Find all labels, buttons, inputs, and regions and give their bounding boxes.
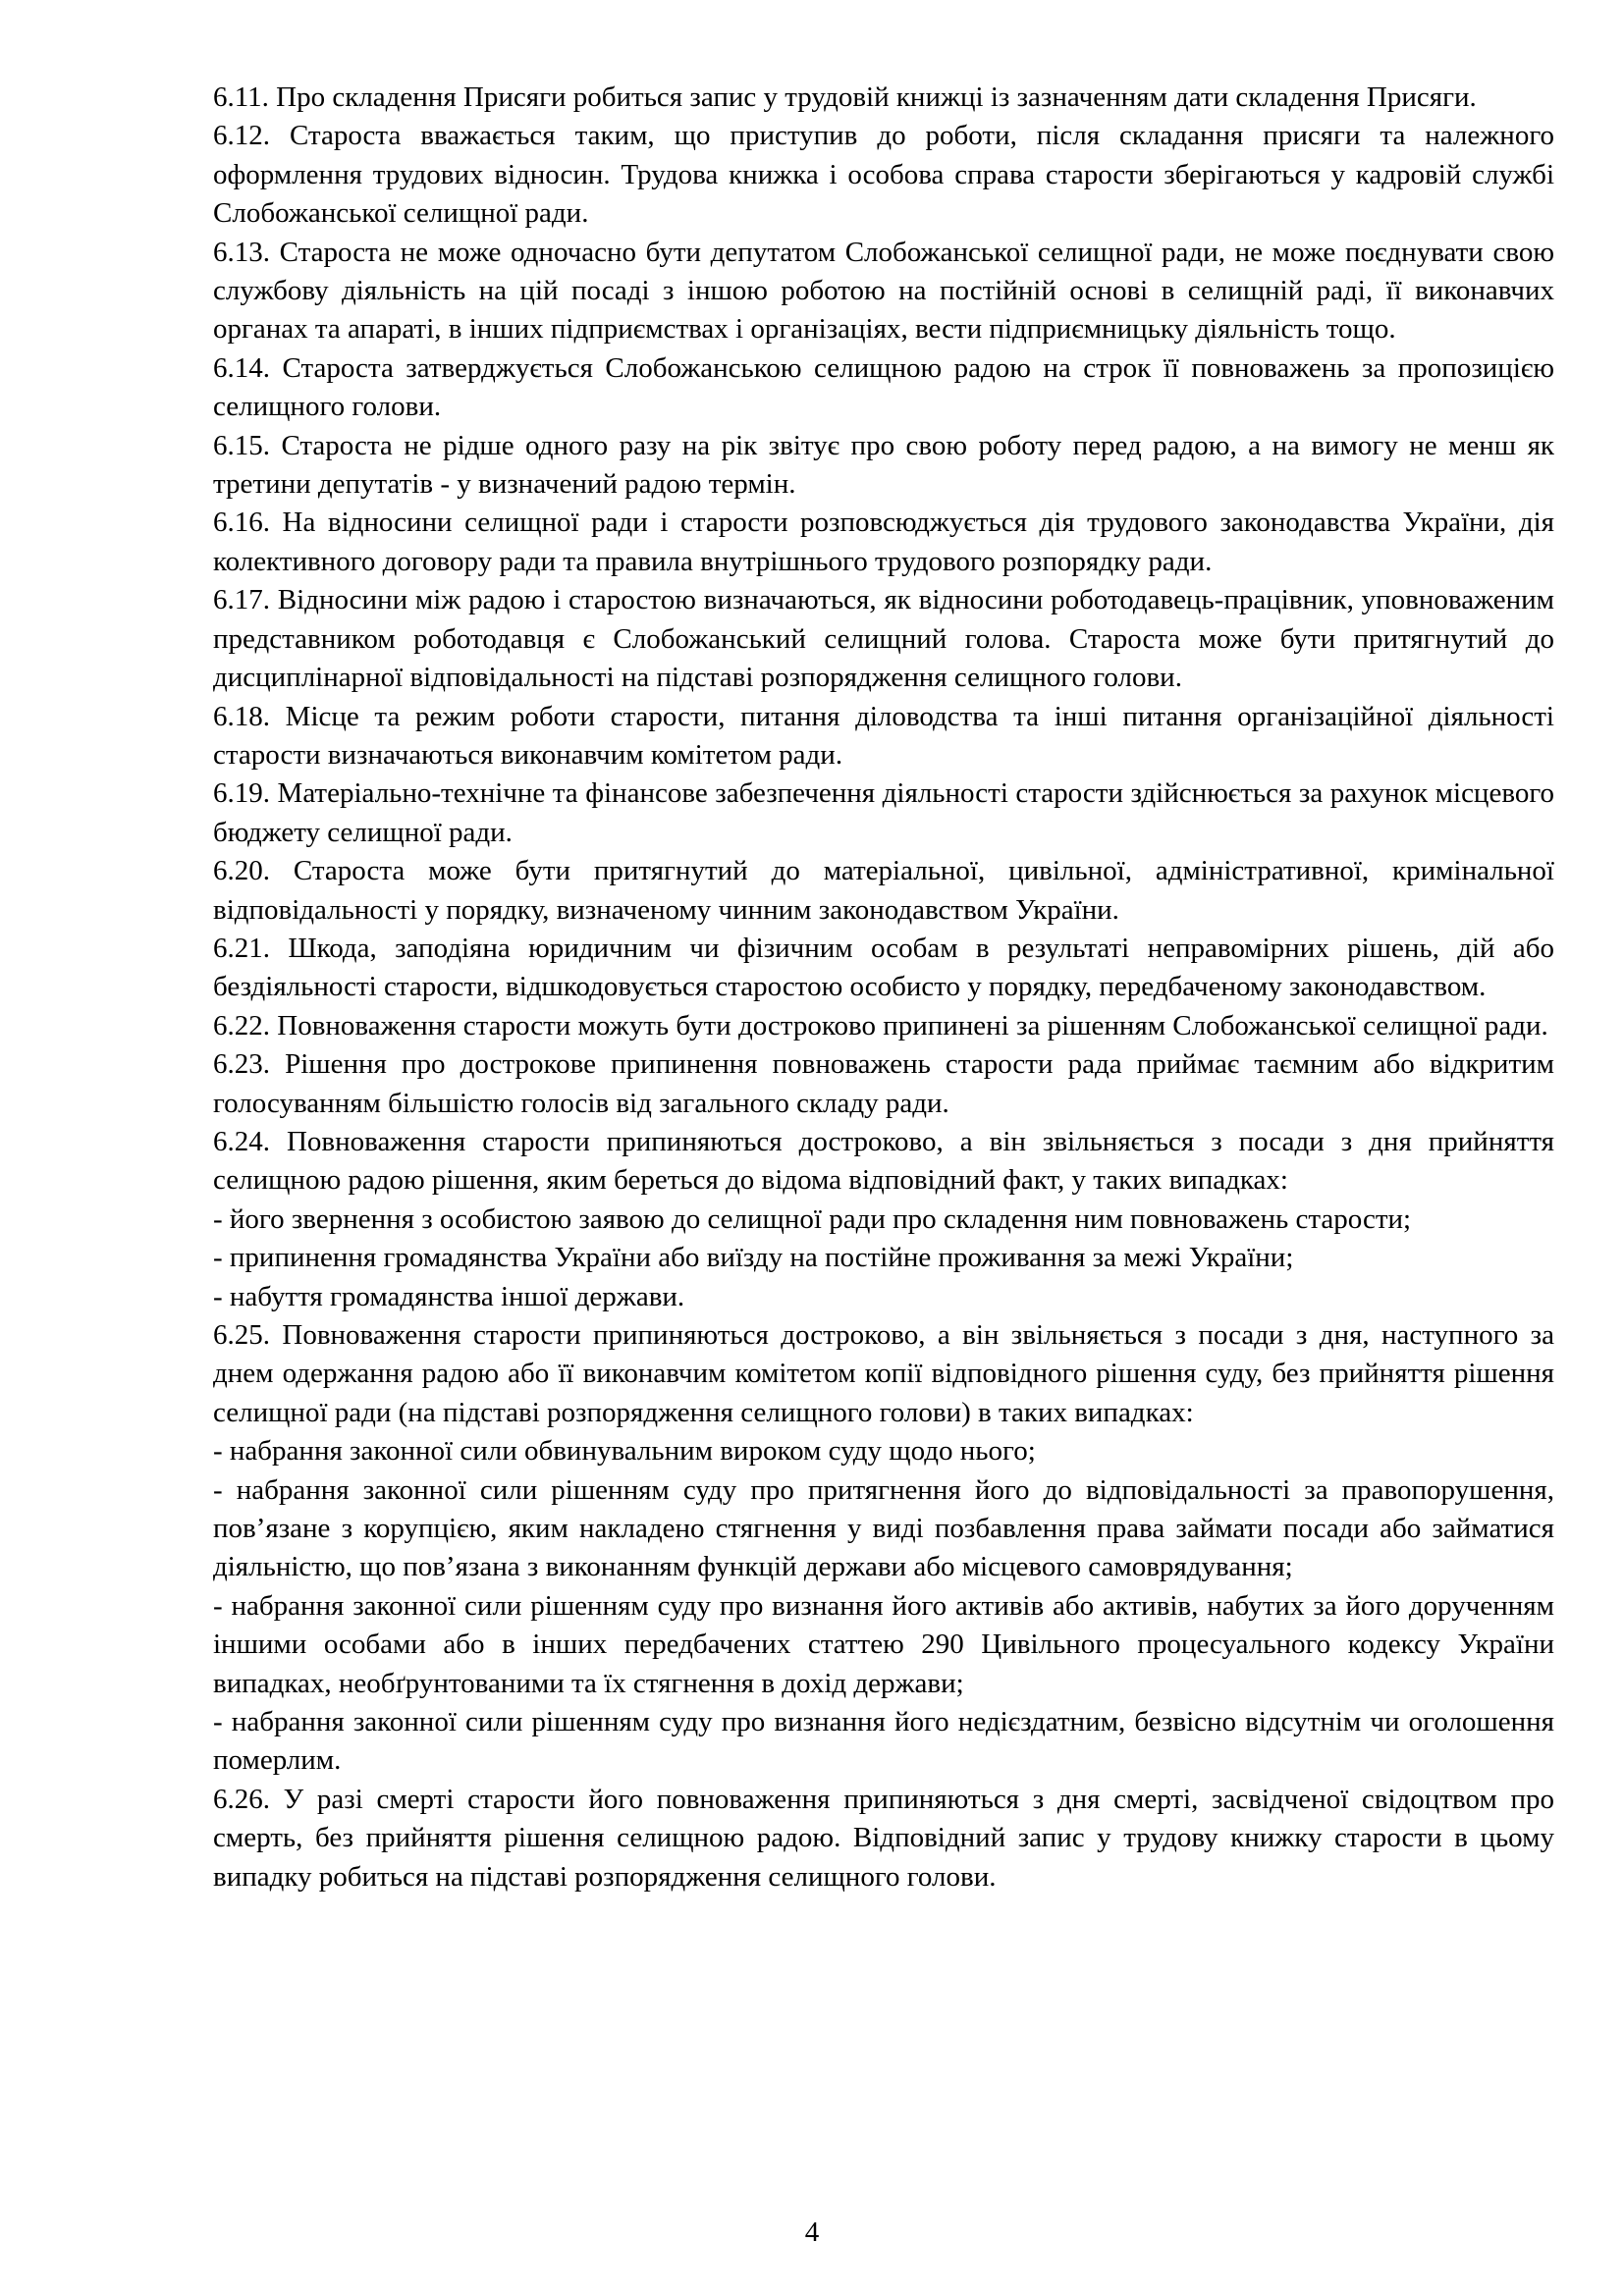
list-item-6-24-3: - набуття громадянства іншої держави. (213, 1280, 685, 1312)
paragraph-6-24: 6.24. Повноваження старости припиняються достроково, а він звільняється з посади з дня прийняття селищною радою рішення, яким береться до відома відповідний факт, у таких випадках: (213, 1125, 1554, 1197)
paragraph-6-21: 6.21. Шкода, заподіяна юридичним чи фізичним особам в результаті неправомірних рішень, дій або бездіяльності старости, відшкодовується старостою особисто у порядку, передбаченому законодавством. (213, 932, 1554, 1003)
paragraph-6-15: 6.15. Староста не рідше одного разу на рік звітує про свою роботу перед радою, а на вимогу не менш як третини депутатів - у визначений радою термін. (213, 429, 1554, 501)
list-item-6-24-2: - припинення громадянства України або виїзду на постійне проживання за межі України; (213, 1242, 1294, 1274)
paragraph-6-11: 6.11. Про складення Присяги робиться запис у трудовій книжці із зазначенням дати складення Присяги. (213, 81, 1477, 113)
paragraph-6-22: 6.22. Повноваження старости можуть бути достроково припинені за рішенням Слобожанської селищної ради. (213, 1009, 1548, 1041)
paragraph-6-14: 6.14. Староста затверджується Слобожанською селищною радою на строк її повноважень за пропозицією селищного голови. (213, 351, 1554, 423)
list-item-6-25-4: - набрання законної сили рішенням суду про визнання його недієздатним, безвісно відсутнім чи оголошення померлим. (213, 1706, 1554, 1777)
paragraph-6-12: 6.12. Староста вважається таким, що приступив до роботи, після складання присяги та належного оформлення трудових відносин. Трудова книжка і особова справа старости зберігаються у кадровій службі Слобожанської селищної ради. (213, 120, 1554, 230)
paragraph-6-23: 6.23. Рішення про дострокове припинення повноважень старости рада приймає таємним або відкритим голосуванням більшістю голосів від загального складу ради. (213, 1048, 1554, 1119)
paragraph-6-13: 6.13. Староста не може одночасно бути депутатом Слобожанської селищної ради, не може поєднувати свою службову діяльність на цій посаді з іншою роботою на постійній основі в селищній раді, її виконавчих органах та апараті, в інших підприємствах і організаціях, вести підприємницьку діяльність тощо. (213, 236, 1554, 346)
paragraph-6-16: 6.16. На відносини селищної ради і старости розповсюджується дія трудового законодавства України, дія колективного договору ради та правила внутрішнього трудового розпорядку ради. (213, 507, 1554, 577)
list-item-6-25-2: - набрання законної сили рішенням суду про притягнення його до відповідальності за правопорушення, пов’язане з корупцією, яким накладено стягнення у виді позбавлення права займати посади або займатися діяльністю, що пов’язана з виконанням функцій держави або місцевого самоврядування; (213, 1473, 1554, 1583)
document-body (213, 79, 1554, 1896)
page-number: 4 (804, 2216, 820, 2248)
paragraph-6-20: 6.20. Староста може бути притягнутий до матеріальної, цивільної, адміністративної, кримінальної відповідальності у порядку, визначеному чинним законодавством України. (213, 855, 1554, 926)
paragraph-6-19: 6.19. Матеріально-технічне та фінансове забезпечення діяльності старости здійснюється за рахунок місцевого бюджету селищної ради. (213, 777, 1554, 848)
paragraph-6-25: 6.25. Повноваження старости припиняються достроково, а він звільняється з посади з дня, наступного за днем одержання радою або її виконавчим комітетом копії відповідного рішення суду, без прийняття рішення селищної ради (на підставі розпорядження селищного голови) в таких випадках: (213, 1319, 1554, 1428)
list-item-6-25-3: - набрання законної сили рішенням суду про визнання його активів або активів, набутих за його дорученням іншими особами або в інших передбачених статтею 290 Цивільного процесуального кодексу України випадках, необґрунтованими та їх стягнення в дохід держави; (213, 1589, 1554, 1699)
list-item-6-25-1: - набрання законної сили обвинувальним вироком суду щодо нього; (213, 1435, 1036, 1468)
paragraph-6-17: 6.17. Відносини між радою і старостою визначаються, як відносини роботодавець-працівник, уповноваженим представником роботодавця є Слобожанський селищний голова. Староста може бути притягнутий до дисциплінарної відповідальності на підставі розпорядження селищного голови. (213, 584, 1554, 694)
paragraph-6-26: 6.26. У разі смерті старости його повноваження припиняються з дня смерті, засвідченої свідоцтвом про смерть, без прийняття рішення селищною радою. Відповідний запис у трудову книжку старости в цьому випадку робиться на підставі розпорядження селищного голови. (213, 1783, 1554, 1893)
list-item-6-24-1: - його звернення з особистою заявою до селищної ради про складення ним повноважень старости; (213, 1202, 1412, 1235)
paragraph-6-18: 6.18. Місце та режим роботи старости, питання діловодства та інші питання організаційної діяльності старости визначаються виконавчим комітетом ради. (213, 700, 1554, 771)
